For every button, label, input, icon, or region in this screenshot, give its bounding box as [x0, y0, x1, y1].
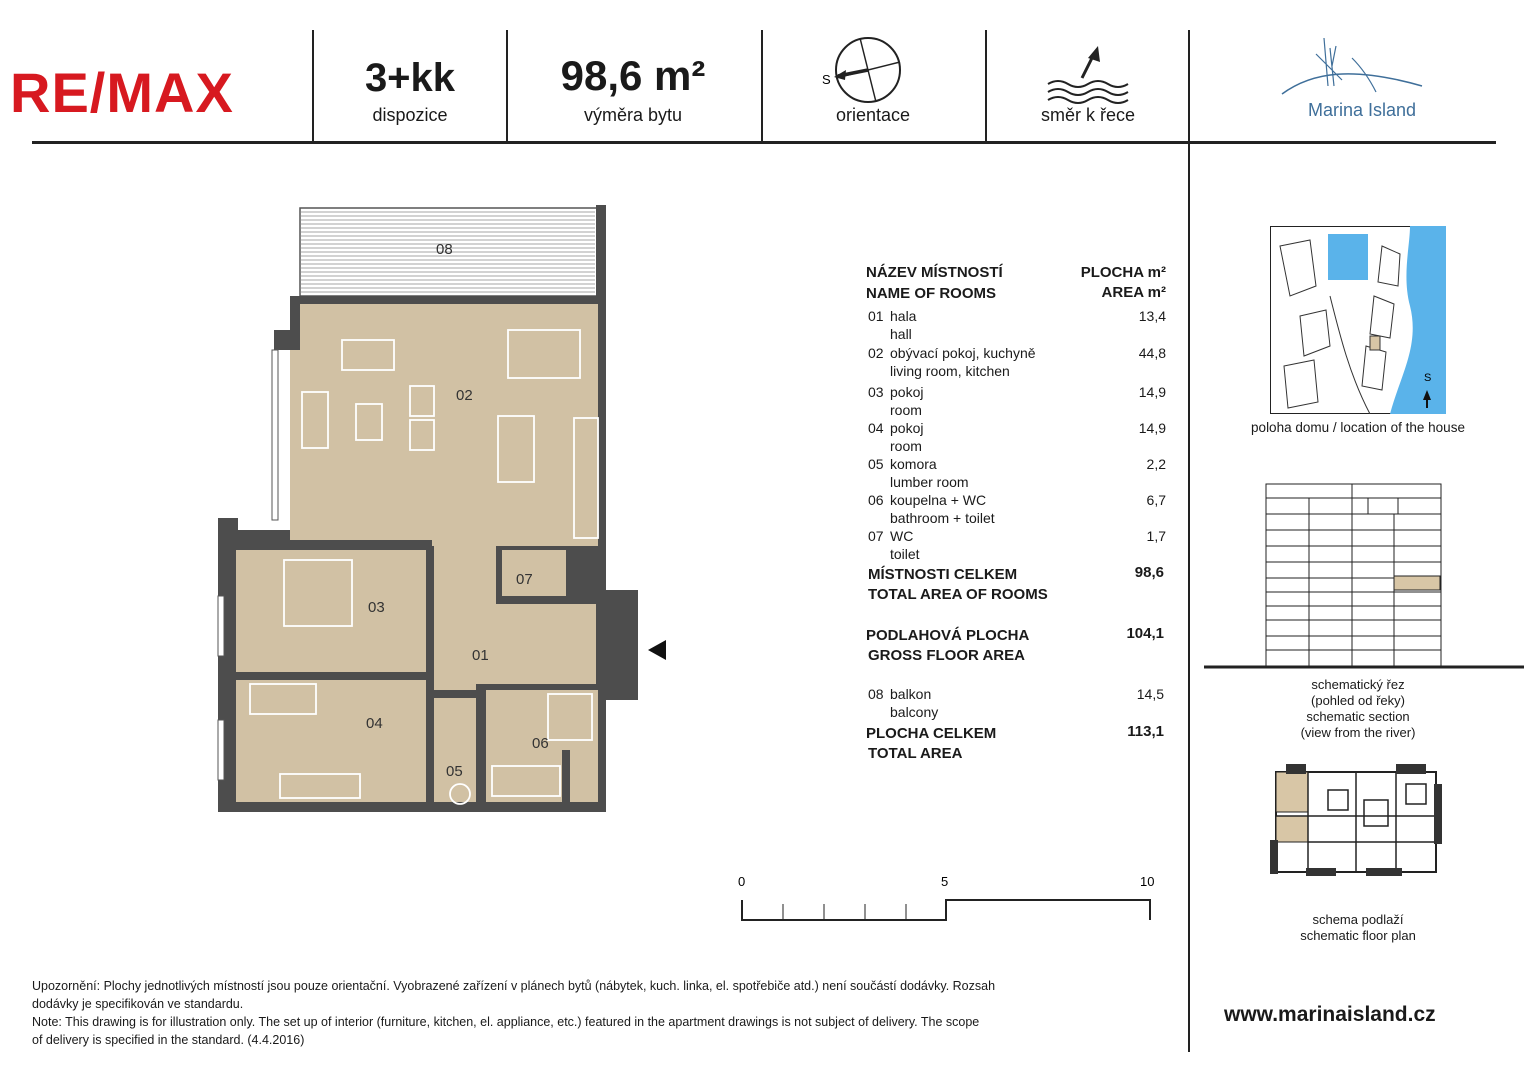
website-url[interactable]: www.marinaisland.cz [1224, 1003, 1436, 1026]
row-area: 14,9 [1138, 384, 1166, 400]
apartment-highlight [1394, 576, 1440, 590]
row-no: 08 [868, 686, 884, 702]
room-label-08: 08 [436, 241, 453, 258]
area-label: výměra bytu [583, 105, 683, 125]
row-name-en: room [890, 402, 922, 418]
gross-cz: PODLAHOVÁ PLOCHA [866, 627, 1030, 644]
total-en: TOTAL AREA [868, 745, 963, 762]
room-label-05: 05 [446, 763, 463, 780]
row-no: 07 [868, 528, 884, 544]
location-map [1270, 226, 1446, 414]
row-area: 14,9 [1138, 420, 1166, 436]
row-area: 6,7 [1146, 492, 1166, 508]
room-label-01: 01 [472, 647, 489, 664]
river-direction-icon [1040, 44, 1136, 106]
room-02-floor [290, 304, 598, 546]
disposition-label: dispozice [372, 105, 448, 125]
orientation-letter: S [822, 72, 831, 87]
header-divider [985, 30, 987, 142]
header-divider [506, 30, 508, 142]
note-cz-line-1: Upozornění: Plochy jednotlivých místností jsou pouze orientační. Vyobrazené zařízení v plánech bytů (nábytek, kuch. linka, el. spotřebiče atd.) není součástí dodávky. Rozsah [32, 979, 996, 993]
floor-caption-2: schematic floor plan [1300, 928, 1416, 943]
row-no: 02 [868, 345, 884, 361]
total-rooms-cz: MÍSTNOSTI CELKEM [868, 566, 1018, 583]
header-divider [761, 30, 763, 142]
gross-en: GROSS FLOOR AREA [868, 647, 1025, 664]
row-name-cz: obývací pokoj, kuchyně [890, 345, 1036, 361]
area-value: 98,6 m² [560, 52, 706, 99]
total-rooms-value: 98,6 [1134, 564, 1164, 581]
row-name-cz: hala [890, 308, 917, 324]
total-rooms-en: TOTAL AREA OF ROOMS [868, 586, 1048, 603]
room-07-floor [502, 550, 568, 596]
room-label-07: 07 [516, 571, 533, 588]
map-s-letter: S [1424, 372, 1432, 384]
marina-island-logo-graphic [1272, 36, 1432, 96]
floor-plan [210, 200, 680, 820]
row-no: 03 [868, 384, 884, 400]
remax-logo: RE/MAX [10, 61, 234, 124]
row-name-en: room [890, 438, 922, 454]
row-name-cz: WC [890, 528, 914, 544]
row-name-en: hall [890, 326, 912, 342]
row-name-cz: pokoj [890, 420, 924, 436]
room-label-06: 06 [532, 735, 549, 752]
scale-tick-5: 5 [941, 874, 949, 889]
scale-bar [730, 870, 1166, 926]
table-row [866, 308, 1166, 344]
row-name-cz: pokoj [890, 384, 924, 400]
schematic-section [1204, 482, 1524, 672]
note-en-line-1: Note: This drawing is for illustration only. The set up of interior (furniture, kitchen, el. appliance, etc.) featured in the apartment drawings is not subject of delivery. The scope [32, 1015, 980, 1029]
room-03-floor [236, 550, 426, 672]
row-no: 01 [868, 308, 884, 324]
table-row [866, 456, 1166, 492]
row-area: 14,5 [1136, 686, 1164, 702]
section-caption-2: (pohled od řeky) [1311, 693, 1405, 708]
total-area-row [866, 725, 1166, 769]
row-name-cz: koupelna + WC [890, 492, 987, 508]
row-name-cz: komora [890, 456, 937, 472]
row-name-cz: balkon [890, 686, 932, 702]
total-cz: PLOCHA CELKEM [866, 725, 997, 742]
row-area: 13,4 [1138, 308, 1166, 324]
note-cz-line-2: dodávky je specifikován ve standardu. [32, 997, 244, 1011]
house-marker [1370, 336, 1380, 350]
balcony-row [866, 686, 1166, 726]
table-row [866, 492, 1166, 528]
row-area: 2,2 [1146, 456, 1166, 472]
row-name-en: toilet [890, 546, 920, 562]
total-value: 113,1 [1127, 723, 1164, 740]
header-divider [312, 30, 314, 142]
room-label-03: 03 [368, 599, 385, 616]
row-name-en: balcony [890, 704, 939, 720]
room-label-02: 02 [456, 387, 473, 404]
scale-tick-10: 10 [1140, 874, 1155, 889]
section-caption-3: schematic section [1306, 709, 1410, 724]
row-name-en: bathroom + toilet [890, 510, 995, 526]
row-no: 06 [868, 492, 884, 508]
row-name-en: lumber room [890, 474, 969, 490]
table-row [866, 420, 1166, 456]
table-row [866, 384, 1166, 420]
row-no: 04 [868, 420, 884, 436]
room-04-floor [236, 680, 426, 802]
note-en-line-2: of delivery is specified in the standard. (4.4.2016) [32, 1033, 305, 1047]
compass-icon [820, 36, 910, 108]
marina-island-logo-text: Marina Island [1307, 100, 1417, 120]
row-no: 05 [868, 456, 884, 472]
col-area-cz: PLOCHA m² [1080, 264, 1166, 281]
gross-area-row [866, 627, 1166, 671]
col-area-en: AREA m² [1101, 284, 1166, 301]
table-row [866, 345, 1166, 381]
orientation-label: orientace [835, 105, 911, 125]
room-label-04: 04 [366, 715, 383, 732]
floor-caption-1: schema podlaží [1312, 912, 1404, 927]
row-area: 1,7 [1146, 528, 1166, 544]
gross-value: 104,1 [1126, 625, 1164, 642]
total-rooms-row [866, 566, 1166, 610]
location-caption: poloha domu / location of the house [1251, 420, 1465, 435]
section-caption-4: (view from the river) [1300, 725, 1416, 740]
river-label: směr k řece [1040, 105, 1136, 125]
disclaimer [32, 977, 1172, 1049]
section-caption-1: schematický řez [1311, 677, 1405, 692]
header-rule [32, 141, 1496, 144]
row-name-en: living room, kitchen [890, 363, 1010, 379]
col-name-cz: NÁZEV MÍSTNOSTÍ [866, 264, 1003, 281]
col-name-en: NAME OF ROOMS [866, 285, 996, 302]
disposition-value: 3+kk [364, 56, 456, 100]
table-row [866, 528, 1166, 564]
sidebar-divider [1188, 30, 1190, 1052]
scale-tick-0: 0 [738, 874, 746, 889]
schematic-floor-plan [1266, 760, 1448, 886]
row-area: 44,8 [1138, 345, 1166, 361]
